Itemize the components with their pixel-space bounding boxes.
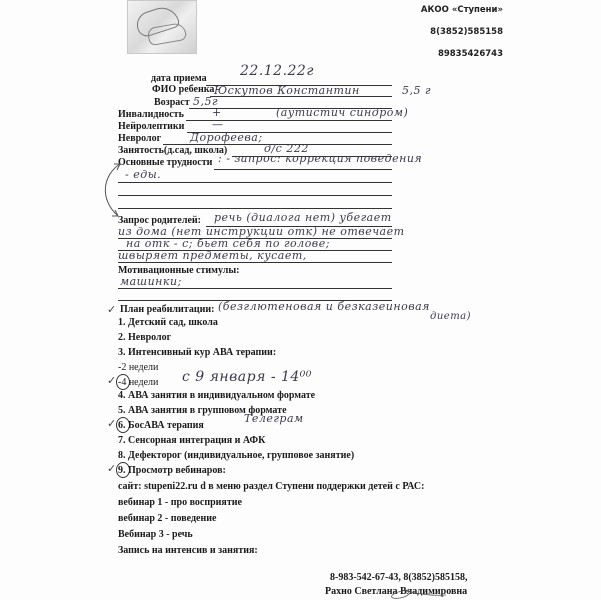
plan-item-6-note: Телеграм	[244, 412, 304, 425]
org-name: АКОО «Ступени»	[420, 5, 503, 15]
child-name-label: ФИО ребенка	[152, 84, 215, 95]
curved-arrow-icon	[96, 160, 126, 220]
plan-item-4: 4. АВА занятия в индивидуальном формате	[118, 390, 316, 401]
webinar-1: вебинар 1 - про восприятие	[118, 497, 242, 508]
parents-request-value-2[interactable]: из дома (нет инструкции отк) не отвечает	[118, 225, 405, 238]
plan-weeks-4: -4 недели	[118, 377, 159, 388]
occupation-label: Занятость(д.сад, школа)	[118, 145, 228, 156]
difficulties-line-3	[118, 195, 392, 196]
date-label: дата приема	[151, 73, 207, 84]
plan-note-2: диета)	[430, 311, 472, 322]
plan-item-3: 3. Интенсивный кур АВА терапии:	[118, 347, 277, 358]
difficulties-label: Основные трудности	[118, 157, 213, 168]
plan-weeks-2: -2 недели	[118, 362, 159, 373]
checkmark-icon: ✓	[107, 374, 117, 387]
difficulties-line-4	[118, 208, 392, 209]
difficulties-line-2	[118, 182, 392, 183]
motivation-label: Мотивационные стимулы:	[118, 265, 240, 276]
neuroleptics-label: Нейролептики	[118, 121, 185, 132]
age-value[interactable]: 5,5г	[193, 95, 219, 108]
plan-weeks-4-note: с 9 января - 14⁰⁰	[182, 369, 313, 385]
plan-title: План реабилитации:	[120, 304, 215, 315]
org-phone-1: 8(3852)585158	[430, 27, 503, 37]
neurologist-value[interactable]: Дорофеева;	[190, 131, 263, 144]
signature-icon	[380, 588, 450, 600]
child-name-value[interactable]: Юскутов Константин	[214, 84, 360, 97]
checkmark-icon: ✓	[107, 462, 117, 475]
plan-note-1: (безглютеновая и безказеиновая	[218, 300, 430, 313]
plan-item-5: 5. АВА занятия в групповом формате	[118, 405, 287, 416]
plan-item-8: 8. Дефекторог (индивидуальное, групповое занятие)	[118, 450, 355, 461]
age-label: Возраст	[154, 97, 190, 108]
parents-request-line-4	[118, 262, 392, 263]
footer-contacts: 8-983-542-67-43, 8(3852)585158,	[330, 572, 468, 583]
signup-label: Запись на интенсив и занятия:	[118, 545, 258, 556]
disability-note: (аутистич синдром)	[276, 106, 409, 119]
checkmark-icon: ✓	[107, 417, 117, 430]
parents-request-label: Запрос родителей:	[118, 215, 201, 226]
org-phone-2: 89835426743	[437, 49, 503, 59]
occupation-value[interactable]: д/с 222	[264, 142, 309, 155]
difficulties-line	[214, 169, 392, 170]
difficulties-value-2[interactable]: - еды.	[125, 168, 162, 181]
disability-value[interactable]: +	[212, 106, 222, 119]
parents-request-value-3[interactable]: на отк - с; бьет себя по голове;	[126, 237, 330, 250]
site-line[interactable]: сайт: stupeni22.ru d в меню раздел Ступени поддержки детей с РАС:	[118, 481, 425, 492]
date-value[interactable]: 22.12.22г	[240, 63, 314, 79]
difficulties-value-1[interactable]: : - запрос: коррекция поведения	[218, 152, 423, 165]
parents-request-value-4[interactable]: швыряет предметы, кусает,	[118, 249, 307, 262]
webinar-3: Вебинар 3 - речь	[118, 529, 193, 540]
plan-item-1: 1. Детский сад, школа	[118, 317, 218, 328]
plan-item-2: 2. Невролог	[118, 332, 172, 343]
webinar-2: вебинар 2 - поведение	[118, 513, 217, 524]
parents-request-value-1[interactable]: речь (диалога нет) убегает	[214, 211, 392, 224]
plan-item-7: 7. Сенсорная интеграция и АФК	[118, 435, 266, 446]
footer-name: Рахно Светлана Владимировна	[325, 586, 468, 597]
neurologist-label: Невролог	[118, 133, 162, 144]
child-name-extra: 5,5 г	[402, 84, 432, 97]
motivation-line-1	[118, 288, 392, 289]
organization-logo	[127, 0, 197, 54]
neuroleptics-value[interactable]: —	[212, 118, 224, 131]
plan-item-9: 9. Просмотр вебинаров:	[118, 465, 226, 476]
disability-label: Инвалидность	[118, 109, 184, 120]
plan-item-6: 6. БосАВА терапия	[118, 420, 204, 431]
checkmark-icon: ✓	[107, 303, 117, 316]
motivation-value[interactable]: машинки;	[120, 275, 182, 288]
